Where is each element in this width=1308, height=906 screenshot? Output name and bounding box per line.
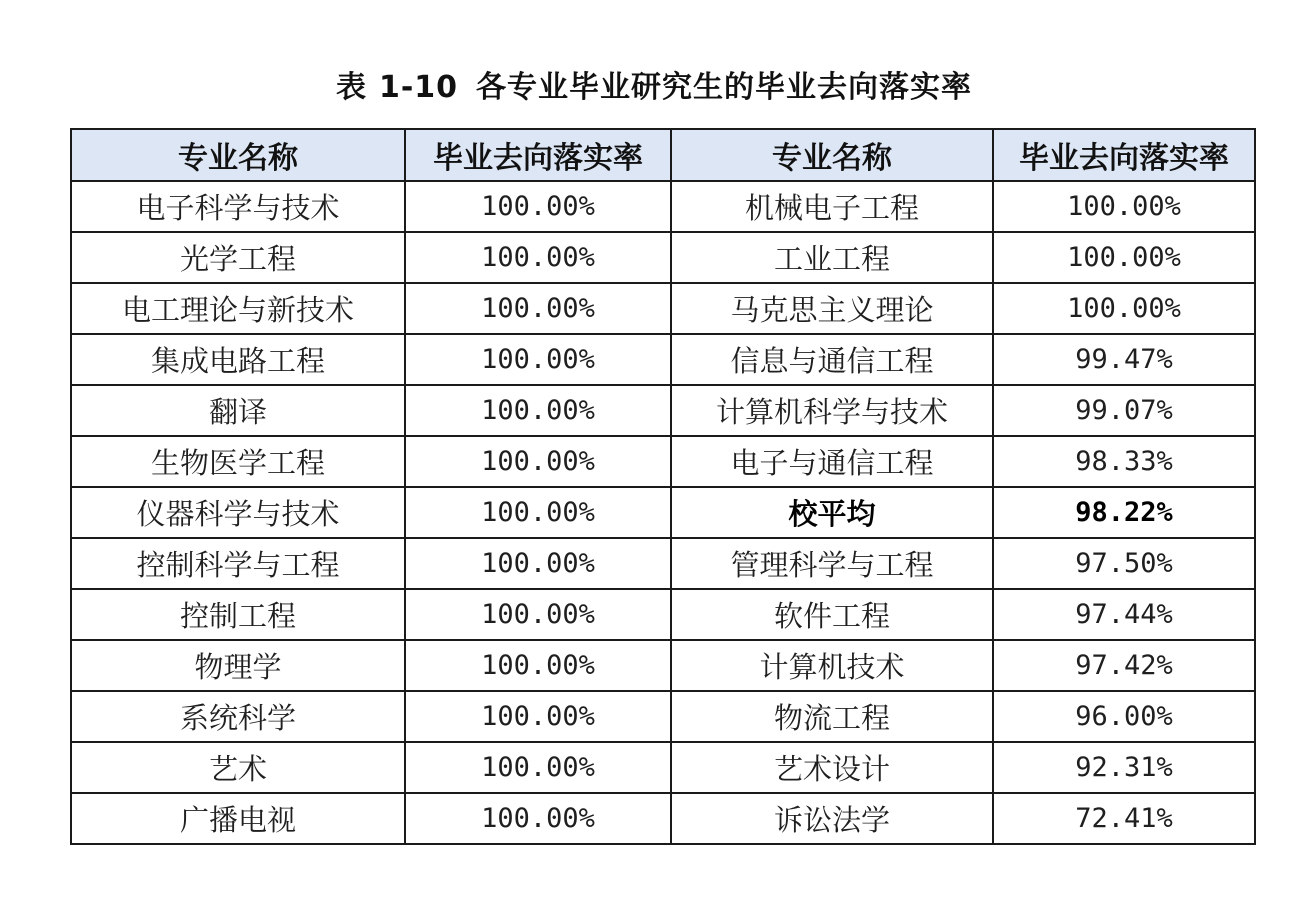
placement-rate-table (70, 128, 1256, 845)
major-cell: 系统科学 (71, 691, 405, 742)
major-cell: 信息与通信工程 (671, 334, 993, 385)
table-row (71, 640, 1255, 691)
rate-cell: 100.00% (405, 691, 671, 742)
major-cell: 电子与通信工程 (671, 436, 993, 487)
caption-prefix: 表 (335, 70, 367, 105)
rate-cell: 100.00% (405, 181, 671, 232)
table-row (71, 589, 1255, 640)
major-cell: 艺术设计 (671, 742, 993, 793)
major-cell: 电工理论与新技术 (71, 283, 405, 334)
major-cell: 工业工程 (671, 232, 993, 283)
major-cell: 控制科学与工程 (71, 538, 405, 589)
table-row (71, 691, 1255, 742)
major-cell: 光学工程 (71, 232, 405, 283)
rate-cell: 100.00% (405, 385, 671, 436)
table-row (71, 487, 1255, 538)
major-cell: 物理学 (71, 640, 405, 691)
rate-cell: 100.00% (405, 538, 671, 589)
school-average-label: 校平均 (671, 487, 993, 538)
table-row (71, 232, 1255, 283)
rate-cell: 72.41% (993, 793, 1255, 844)
major-cell: 计算机科学与技术 (671, 385, 993, 436)
header-rate-right: 毕业去向落实率 (993, 129, 1255, 181)
table-row (71, 334, 1255, 385)
caption-title: 各专业毕业研究生的毕业去向落实率 (476, 70, 973, 105)
table-row (71, 436, 1255, 487)
header-major-left: 专业名称 (71, 129, 405, 181)
table-row (71, 283, 1255, 334)
major-cell: 诉讼法学 (671, 793, 993, 844)
rate-cell: 100.00% (405, 487, 671, 538)
table-row (71, 538, 1255, 589)
major-cell: 广播电视 (71, 793, 405, 844)
rate-cell: 100.00% (405, 334, 671, 385)
header-rate-left: 毕业去向落实率 (405, 129, 671, 181)
rate-cell: 99.47% (993, 334, 1255, 385)
rate-cell: 100.00% (405, 742, 671, 793)
major-cell: 马克思主义理论 (671, 283, 993, 334)
rate-cell: 100.00% (405, 283, 671, 334)
major-cell: 物流工程 (671, 691, 993, 742)
rate-cell: 97.50% (993, 538, 1255, 589)
rate-cell: 100.00% (405, 232, 671, 283)
rate-cell: 100.00% (405, 793, 671, 844)
table-row (71, 742, 1255, 793)
rate-cell: 92.31% (993, 742, 1255, 793)
table-row (71, 385, 1255, 436)
rate-cell: 100.00% (405, 640, 671, 691)
rate-cell: 98.33% (993, 436, 1255, 487)
major-cell: 集成电路工程 (71, 334, 405, 385)
header-major-right: 专业名称 (671, 129, 993, 181)
rate-cell: 97.42% (993, 640, 1255, 691)
major-cell: 生物医学工程 (71, 436, 405, 487)
table-row (71, 793, 1255, 844)
rate-cell: 100.00% (993, 181, 1255, 232)
rate-cell: 96.00% (993, 691, 1255, 742)
table-caption (0, 62, 1308, 106)
major-cell: 机械电子工程 (671, 181, 993, 232)
major-cell: 计算机技术 (671, 640, 993, 691)
major-cell: 仪器科学与技术 (71, 487, 405, 538)
rate-cell: 100.00% (993, 232, 1255, 283)
rate-cell: 100.00% (405, 589, 671, 640)
rate-cell: 97.44% (993, 589, 1255, 640)
header-row (71, 129, 1255, 181)
rate-cell: 100.00% (993, 283, 1255, 334)
table-row (71, 181, 1255, 232)
major-cell: 翻译 (71, 385, 405, 436)
major-cell: 软件工程 (671, 589, 993, 640)
major-cell: 电子科学与技术 (71, 181, 405, 232)
major-cell: 艺术 (71, 742, 405, 793)
major-cell: 管理科学与工程 (671, 538, 993, 589)
school-average-rate: 98.22% (993, 487, 1255, 538)
rate-cell: 99.07% (993, 385, 1255, 436)
caption-number: 1-10 (378, 70, 459, 105)
major-cell: 控制工程 (71, 589, 405, 640)
rate-cell: 100.00% (405, 436, 671, 487)
